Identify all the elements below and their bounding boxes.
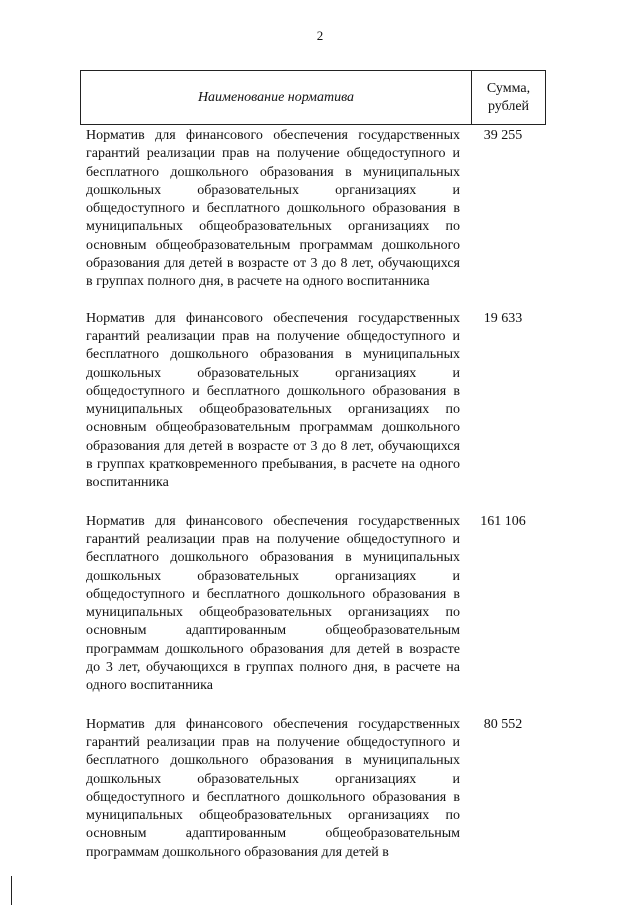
norm-name: Норматив для финансового обеспечения государственных гарантий реализации прав на получение общедоступного и бесплатного дошкольного образования в муниципальных дошкольных образовательных организациях и общедоступного и бесплатного дошкольного образования в муниципальных общеобразовательных организациях по основным общеобразовательным программам дошкольного образования для детей в возрасте от 3 до 8 лет, обучающихся в группах кратковременного пребывания, в расчете на одного воспитанника xyxy=(86,310,460,491)
page-number: 2 xyxy=(316,28,324,43)
norm-sum: 39 255 xyxy=(483,128,523,143)
norm-name: Норматив для финансового обеспечения государственных гарантий реализации прав на получение общедоступного и бесплатного дошкольного образования в муниципальных дошкольных образовательных организациях и общедоступного и бесплатного дошкольного образования в муниципальных общеобразовательных организациях по основным общеобразовательным программам дошкольного образования для детей в возрасте от 3 до 8 лет, обучающихся в группах полного дня, в расчете на одного воспитанника xyxy=(86,128,460,290)
norm-name: Норматив для финансового обеспечения государственных гарантий реализации прав на получение общедоступного и бесплатного дошкольного образования в муниципальных дошкольных образовательных организациях и общедоступного и бесплатного дошкольного образования в муниципальных общеобразовательных организациях по основным адаптированным общеобразовательным программам дошкольного образования для детей в xyxy=(86,716,460,860)
table-row xyxy=(80,513,546,696)
column-header-name: Наименование норматива xyxy=(81,71,472,124)
norm-sum: 80 552 xyxy=(483,716,523,732)
table-row xyxy=(80,127,546,292)
table-row xyxy=(80,310,546,493)
norms-table xyxy=(80,70,546,862)
norm-sum: 161 106 xyxy=(480,513,526,529)
table-header xyxy=(80,70,546,125)
column-header-sum: Сумма, рублей xyxy=(486,80,531,114)
table-row xyxy=(80,716,546,862)
scan-edge-line xyxy=(11,876,12,905)
norm-name: Норматив для финансового обеспечения государственных гарантий реализации прав на получение общедоступного и бесплатного дошкольного образования в муниципальных дошкольных образовательных организациях и общедоступного и бесплатного дошкольного образования в муниципальных общеобразовательных организациях по основным адаптированным общеобразовательным программам дошкольного образования для детей в возрасте до 3 лет, обучающихся в группах полного дня, в расчете на одного воспитанника xyxy=(86,513,460,694)
norm-sum: 19 633 xyxy=(483,310,523,326)
